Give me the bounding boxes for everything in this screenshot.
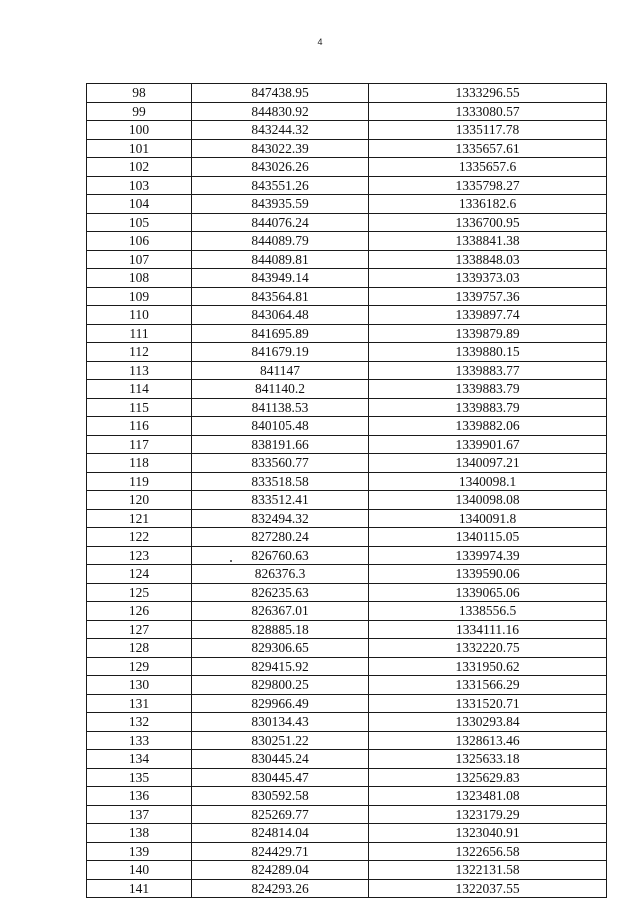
- x-coordinate-cell: 824429.71: [192, 842, 369, 861]
- point-number-cell: 136: [87, 787, 192, 806]
- table-row: [87, 84, 607, 103]
- point-number-cell: 140: [87, 861, 192, 880]
- table-row: [87, 380, 607, 399]
- table-row: [87, 417, 607, 436]
- point-number-cell: 98: [87, 84, 192, 103]
- table-row: [87, 546, 607, 565]
- x-coordinate-cell: 841695.89: [192, 324, 369, 343]
- point-number-cell: 139: [87, 842, 192, 861]
- y-coordinate-cell: 1332220.75: [369, 639, 607, 658]
- x-coordinate-cell: 824293.26: [192, 879, 369, 898]
- point-number-cell: 115: [87, 398, 192, 417]
- y-coordinate-cell: 1323481.08: [369, 787, 607, 806]
- table-row: [87, 824, 607, 843]
- table-row: [87, 842, 607, 861]
- point-number-cell: 119: [87, 472, 192, 491]
- page-number: 4: [317, 37, 323, 47]
- x-coordinate-cell: 840105.48: [192, 417, 369, 436]
- point-number-cell: 128: [87, 639, 192, 658]
- y-coordinate-cell: 1339757.36: [369, 287, 607, 306]
- y-coordinate-cell: 1339974.39: [369, 546, 607, 565]
- table-row: [87, 639, 607, 658]
- table-row: [87, 528, 607, 547]
- scan-speck: [230, 560, 232, 562]
- x-coordinate-cell: 826376.3: [192, 565, 369, 584]
- y-coordinate-cell: 1333296.55: [369, 84, 607, 103]
- y-coordinate-cell: 1340098.08: [369, 491, 607, 510]
- point-number-cell: 120: [87, 491, 192, 510]
- x-coordinate-cell: 829966.49: [192, 694, 369, 713]
- table-row: [87, 750, 607, 769]
- table-row: [87, 620, 607, 639]
- point-number-cell: 133: [87, 731, 192, 750]
- table-row: [87, 861, 607, 880]
- x-coordinate-cell: 833560.77: [192, 454, 369, 473]
- x-coordinate-cell: 841138.53: [192, 398, 369, 417]
- table-row: [87, 713, 607, 732]
- x-coordinate-cell: 844089.81: [192, 250, 369, 269]
- table-row: [87, 787, 607, 806]
- table-row: [87, 306, 607, 325]
- y-coordinate-cell: 1339879.89: [369, 324, 607, 343]
- y-coordinate-cell: 1322131.58: [369, 861, 607, 880]
- table-row: [87, 232, 607, 251]
- x-coordinate-cell: 841147: [192, 361, 369, 380]
- x-coordinate-cell: 824289.04: [192, 861, 369, 880]
- table-row: [87, 657, 607, 676]
- table-row: [87, 472, 607, 491]
- x-coordinate-cell: 843244.32: [192, 121, 369, 140]
- point-number-cell: 126: [87, 602, 192, 621]
- y-coordinate-cell: 1340098.1: [369, 472, 607, 491]
- x-coordinate-cell: 844076.24: [192, 213, 369, 232]
- y-coordinate-cell: 1338848.03: [369, 250, 607, 269]
- y-coordinate-cell: 1340091.8: [369, 509, 607, 528]
- point-number-cell: 129: [87, 657, 192, 676]
- x-coordinate-cell: 838191.66: [192, 435, 369, 454]
- x-coordinate-cell: 843564.81: [192, 287, 369, 306]
- y-coordinate-cell: 1339373.03: [369, 269, 607, 288]
- point-number-cell: 109: [87, 287, 192, 306]
- y-coordinate-cell: 1330293.84: [369, 713, 607, 732]
- x-coordinate-cell: 832494.32: [192, 509, 369, 528]
- y-coordinate-cell: 1340097.21: [369, 454, 607, 473]
- y-coordinate-cell: 1322037.55: [369, 879, 607, 898]
- point-number-cell: 121: [87, 509, 192, 528]
- table-row: [87, 398, 607, 417]
- y-coordinate-cell: 1322656.58: [369, 842, 607, 861]
- y-coordinate-cell: 1331950.62: [369, 657, 607, 676]
- table-row: [87, 287, 607, 306]
- point-number-cell: 138: [87, 824, 192, 843]
- x-coordinate-cell: 827280.24: [192, 528, 369, 547]
- y-coordinate-cell: 1340115.05: [369, 528, 607, 547]
- x-coordinate-cell: 830445.24: [192, 750, 369, 769]
- point-number-cell: 135: [87, 768, 192, 787]
- table-row: [87, 491, 607, 510]
- table-row: [87, 676, 607, 695]
- table-row: [87, 602, 607, 621]
- y-coordinate-cell: 1339901.67: [369, 435, 607, 454]
- point-number-cell: 112: [87, 343, 192, 362]
- y-coordinate-cell: 1339590.06: [369, 565, 607, 584]
- point-number-cell: 105: [87, 213, 192, 232]
- y-coordinate-cell: 1339065.06: [369, 583, 607, 602]
- table-row: [87, 565, 607, 584]
- table-row: [87, 195, 607, 214]
- x-coordinate-cell: 844089.79: [192, 232, 369, 251]
- y-coordinate-cell: 1325629.83: [369, 768, 607, 787]
- point-number-cell: 114: [87, 380, 192, 399]
- point-number-cell: 127: [87, 620, 192, 639]
- x-coordinate-cell: 843949.14: [192, 269, 369, 288]
- point-number-cell: 108: [87, 269, 192, 288]
- y-coordinate-cell: 1328613.46: [369, 731, 607, 750]
- x-coordinate-cell: 833512.41: [192, 491, 369, 510]
- table-row: [87, 583, 607, 602]
- y-coordinate-cell: 1325633.18: [369, 750, 607, 769]
- x-coordinate-cell: 841679.19: [192, 343, 369, 362]
- x-coordinate-cell: 830445.47: [192, 768, 369, 787]
- y-coordinate-cell: 1335117.78: [369, 121, 607, 140]
- y-coordinate-cell: 1339883.79: [369, 398, 607, 417]
- table-row: [87, 139, 607, 158]
- point-number-cell: 137: [87, 805, 192, 824]
- point-number-cell: 99: [87, 102, 192, 121]
- point-number-cell: 104: [87, 195, 192, 214]
- coordinates-table-body: [87, 84, 607, 898]
- table-row: [87, 361, 607, 380]
- point-number-cell: 111: [87, 324, 192, 343]
- point-number-cell: 106: [87, 232, 192, 251]
- table-row: [87, 121, 607, 140]
- point-number-cell: 103: [87, 176, 192, 195]
- x-coordinate-cell: 830134.43: [192, 713, 369, 732]
- x-coordinate-cell: 830592.58: [192, 787, 369, 806]
- y-coordinate-cell: 1339883.79: [369, 380, 607, 399]
- x-coordinate-cell: 824814.04: [192, 824, 369, 843]
- point-number-cell: 123: [87, 546, 192, 565]
- point-number-cell: 101: [87, 139, 192, 158]
- table-row: [87, 269, 607, 288]
- x-coordinate-cell: 843551.26: [192, 176, 369, 195]
- point-number-cell: 118: [87, 454, 192, 473]
- x-coordinate-cell: 841140.2: [192, 380, 369, 399]
- point-number-cell: 116: [87, 417, 192, 436]
- point-number-cell: 141: [87, 879, 192, 898]
- table-row: [87, 731, 607, 750]
- x-coordinate-cell: 833518.58: [192, 472, 369, 491]
- y-coordinate-cell: 1335798.27: [369, 176, 607, 195]
- table-row: [87, 324, 607, 343]
- y-coordinate-cell: 1335657.6: [369, 158, 607, 177]
- x-coordinate-cell: 829800.25: [192, 676, 369, 695]
- coordinates-table: [86, 83, 607, 898]
- table-row: [87, 213, 607, 232]
- table-row: [87, 176, 607, 195]
- point-number-cell: 102: [87, 158, 192, 177]
- table-row: [87, 158, 607, 177]
- y-coordinate-cell: 1339882.06: [369, 417, 607, 436]
- x-coordinate-cell: 829306.65: [192, 639, 369, 658]
- point-number-cell: 132: [87, 713, 192, 732]
- table-row: [87, 805, 607, 824]
- y-coordinate-cell: 1331566.29: [369, 676, 607, 695]
- table-row: [87, 454, 607, 473]
- point-number-cell: 117: [87, 435, 192, 454]
- x-coordinate-cell: 829415.92: [192, 657, 369, 676]
- x-coordinate-cell: 826760.63: [192, 546, 369, 565]
- x-coordinate-cell: 825269.77: [192, 805, 369, 824]
- x-coordinate-cell: 843935.59: [192, 195, 369, 214]
- y-coordinate-cell: 1323040.91: [369, 824, 607, 843]
- x-coordinate-cell: 847438.95: [192, 84, 369, 103]
- point-number-cell: 107: [87, 250, 192, 269]
- point-number-cell: 100: [87, 121, 192, 140]
- y-coordinate-cell: 1338556.5: [369, 602, 607, 621]
- y-coordinate-cell: 1331520.71: [369, 694, 607, 713]
- y-coordinate-cell: 1339883.77: [369, 361, 607, 380]
- y-coordinate-cell: 1336700.95: [369, 213, 607, 232]
- table-row: [87, 768, 607, 787]
- x-coordinate-cell: 844830.92: [192, 102, 369, 121]
- y-coordinate-cell: 1338841.38: [369, 232, 607, 251]
- table-row: [87, 694, 607, 713]
- table-row: [87, 250, 607, 269]
- x-coordinate-cell: 830251.22: [192, 731, 369, 750]
- table-row: [87, 509, 607, 528]
- x-coordinate-cell: 826235.63: [192, 583, 369, 602]
- table-row: [87, 102, 607, 121]
- x-coordinate-cell: 843026.26: [192, 158, 369, 177]
- x-coordinate-cell: 843064.48: [192, 306, 369, 325]
- point-number-cell: 134: [87, 750, 192, 769]
- point-number-cell: 113: [87, 361, 192, 380]
- point-number-cell: 122: [87, 528, 192, 547]
- x-coordinate-cell: 843022.39: [192, 139, 369, 158]
- y-coordinate-cell: 1333080.57: [369, 102, 607, 121]
- y-coordinate-cell: 1335657.61: [369, 139, 607, 158]
- table-row: [87, 879, 607, 898]
- y-coordinate-cell: 1339880.15: [369, 343, 607, 362]
- point-number-cell: 124: [87, 565, 192, 584]
- y-coordinate-cell: 1323179.29: [369, 805, 607, 824]
- point-number-cell: 110: [87, 306, 192, 325]
- point-number-cell: 125: [87, 583, 192, 602]
- table-row: [87, 343, 607, 362]
- x-coordinate-cell: 828885.18: [192, 620, 369, 639]
- y-coordinate-cell: 1336182.6: [369, 195, 607, 214]
- y-coordinate-cell: 1334111.16: [369, 620, 607, 639]
- x-coordinate-cell: 826367.01: [192, 602, 369, 621]
- point-number-cell: 130: [87, 676, 192, 695]
- point-number-cell: 131: [87, 694, 192, 713]
- table-row: [87, 435, 607, 454]
- y-coordinate-cell: 1339897.74: [369, 306, 607, 325]
